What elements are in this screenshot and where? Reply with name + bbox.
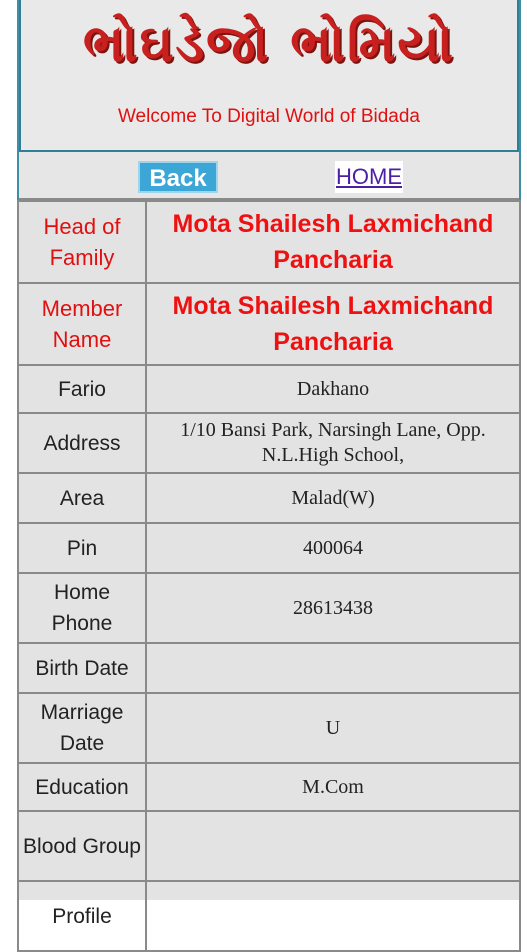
- page-container: [17, 0, 521, 928]
- table-row: [18, 811, 520, 881]
- value-marriage-date: U: [146, 693, 520, 763]
- table-row: [18, 881, 520, 951]
- header-banner: [19, 0, 519, 152]
- value-fario: Dakhano: [146, 365, 520, 413]
- label-pin: Pin: [18, 523, 146, 573]
- value-pin: 400064: [146, 523, 520, 573]
- table-row: [18, 573, 520, 643]
- table-row: [18, 413, 520, 473]
- table-row: [18, 763, 520, 811]
- value-member-name: Mota Shailesh Laxmichand Pancharia: [146, 283, 520, 365]
- value-education: M.Com: [146, 763, 520, 811]
- label-home-phone: Home Phone: [18, 573, 146, 643]
- value-address: 1/10 Bansi Park, Narsingh Lane, Opp. N.L.High School,: [146, 413, 520, 473]
- label-profile: Profile: [18, 881, 146, 951]
- table-row: [18, 693, 520, 763]
- value-profile: [146, 881, 520, 951]
- back-button[interactable]: Back: [138, 161, 218, 193]
- label-fario: Fario: [18, 365, 146, 413]
- label-marriage-date: Marriage Date: [18, 693, 146, 763]
- label-blood-group: Blood Group: [18, 811, 146, 881]
- value-head-of-family: Mota Shailesh Laxmichand Pancharia: [146, 201, 520, 283]
- nav-row: [19, 152, 519, 200]
- label-birth-date: Birth Date: [18, 643, 146, 693]
- site-logo: ભોઘડેજો ભોમિયો: [82, 14, 456, 74]
- home-link[interactable]: HOME: [335, 161, 403, 193]
- value-blood-group: [146, 811, 520, 881]
- table-row: [18, 643, 520, 693]
- label-member-name: Member Name: [18, 283, 146, 365]
- value-home-phone: 28613438: [146, 573, 520, 643]
- table-row: [18, 473, 520, 523]
- value-area: Malad(W): [146, 473, 520, 523]
- label-education: Education: [18, 763, 146, 811]
- table-row: [18, 365, 520, 413]
- value-birth-date: [146, 643, 520, 693]
- label-address: Address: [18, 413, 146, 473]
- welcome-text: Welcome To Digital World of Bidada: [117, 106, 421, 127]
- table-row: [18, 523, 520, 573]
- table-row: [18, 201, 520, 283]
- member-details-table: [17, 200, 521, 952]
- label-head-of-family: Head of Family: [18, 201, 146, 283]
- table-row: [18, 283, 520, 365]
- label-area: Area: [18, 473, 146, 523]
